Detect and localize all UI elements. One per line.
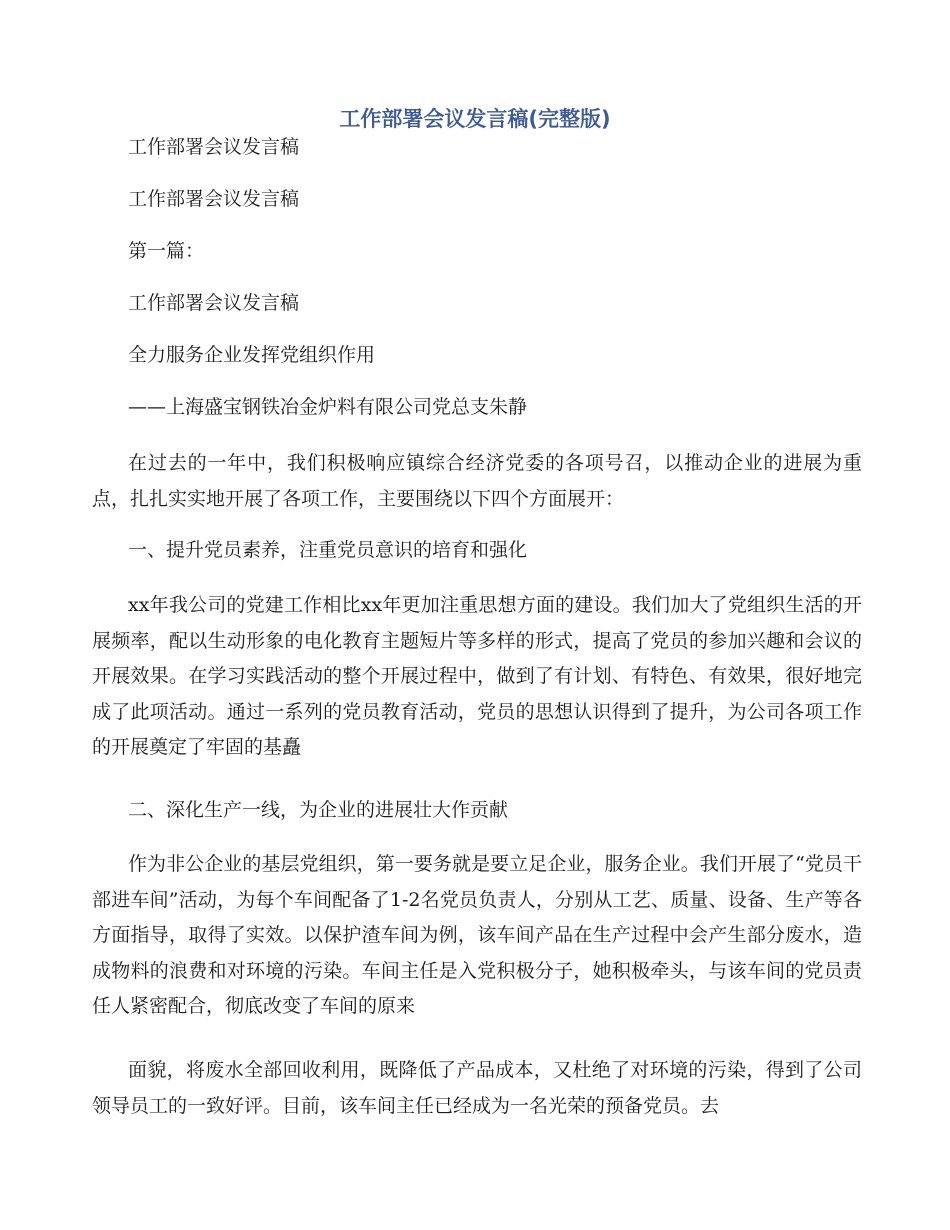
heading-two: 二、深化生产一线，为企业的进展壮大作贡献 (128, 799, 509, 821)
paragraph-three: 面貌，将废水全部回收利用，既降低了产品成本，又杜绝了对环境的污染，得到了公司领导员工的一致好评。目前，该车间主任已经成为一名光荣的预备党员。去 (92, 1059, 862, 1117)
paragraph-intro: 在过去的一年中，我们积极响应镇综合经济党委的各项号召，以推动企业的进展为重点，扎扎实实地开展了各项工作，主要围绕以下四个方面展开： (92, 452, 862, 510)
speech-topic: 全力服务企业发挥党组织作用 (128, 344, 376, 366)
subtitle-line-2: 工作部署会议发言稿 (128, 188, 300, 210)
document-title: 工作部署会议发言稿(完整版) (339, 107, 611, 131)
section-title: 工作部署会议发言稿 (128, 292, 300, 314)
section-label: 第一篇： (128, 240, 205, 262)
speaker-attribution: ——上海盛宝钢铁冶金炉料有限公司党总支朱静 (128, 396, 528, 418)
paragraph-two: 作为非公企业的基层党组织，第一要务就是要立足企业，服务企业。我们开展了“党员干部进车间”活动，为每个车间配备了1-2名党员负责人，分别从工艺、质量、设备、生产等各方面指导，取得了实效。以保护渣车间为例，该车间产品在生产过程中会产生部分废水，造成物料的浪费和对环境的污染。车间主任是入党积极分子，她积极牵头，与该车间的党员责任人紧密配合，彻底改变了车间的原来 (92, 853, 862, 1018)
paragraph-one: xx年我公司的党建工作相比xx年更加注重思想方面的建设。我们加大了党组织生活的开展频率，配以生动形象的电化教育主题短片等多样的形式，提高了党员的参加兴趣和会议的开展效果。在学习实践活动的整个开展过程中，做到了有计划、有特色、有效果，很好地完成了此项活动。通过一系列的党员教育活动，党员的思想认识得到了提升，为公司各项工作的开展奠定了牢固的基矗 (92, 594, 862, 759)
subtitle-line-1: 工作部署会议发言稿 (128, 136, 300, 158)
heading-one: 一、提升党员素养，注重党员意识的培育和强化 (128, 539, 528, 561)
